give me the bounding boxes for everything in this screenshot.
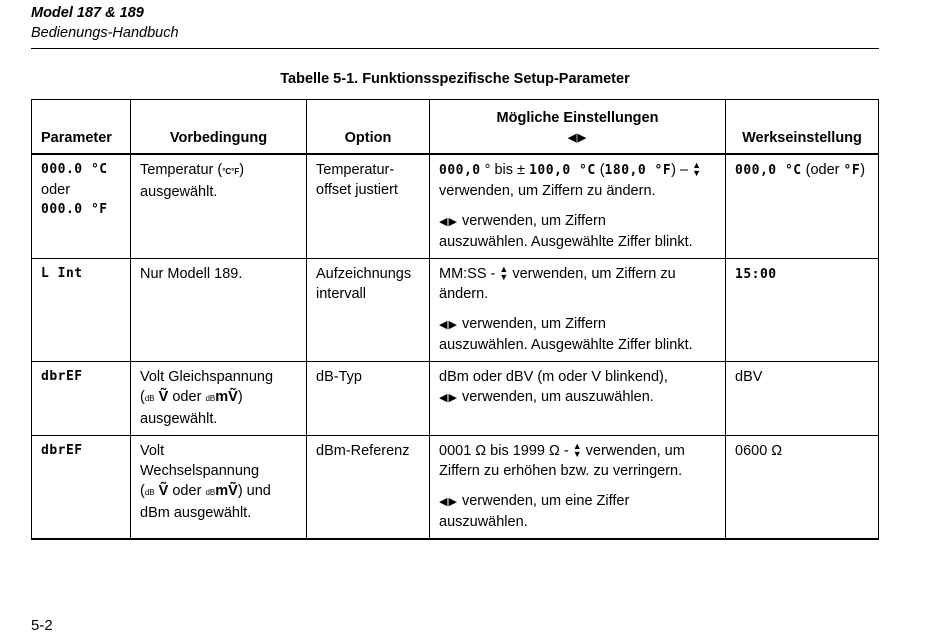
condition-line: Volt Gleichspannung (140, 369, 274, 385)
table-row (32, 362, 879, 436)
settings-text: ) – (671, 162, 693, 178)
cell-parameter (32, 154, 131, 259)
temperature-unit-icon: °C°F (222, 167, 240, 176)
table-row (32, 154, 879, 259)
settings-text: verwenden, um auszuwählen. (457, 389, 654, 405)
condition-line (140, 387, 297, 409)
default-text: ) (860, 162, 866, 178)
cell-default (726, 259, 879, 362)
condition-line: dBm ausgewählt. (140, 505, 252, 521)
cell-condition (131, 436, 307, 540)
default-text: dBV (735, 369, 763, 385)
lcd-value: dbrEF (41, 443, 83, 458)
condition-line: Nur Modell 189. (140, 266, 243, 282)
settings-paragraph (439, 491, 716, 532)
settings-text: verwenden, um Ziffern zu ändern. (439, 183, 656, 199)
cell-default (726, 154, 879, 259)
cell-condition (131, 154, 307, 259)
page-number: 5-2 (31, 617, 53, 634)
col-default: Werkseinstellung (726, 100, 879, 155)
table-title: Tabelle 5-1. Funktionsspezifische Setup-Parameter (280, 71, 630, 87)
cell-parameter (32, 259, 131, 362)
lcd-value: 180,0 °F (604, 163, 672, 178)
cell-condition (131, 259, 307, 362)
cell-option (307, 362, 430, 436)
left-right-arrows-icon: ◀▶ (439, 319, 458, 331)
cell-option (307, 154, 430, 259)
lcd-value: 100,0 °C (529, 163, 596, 178)
settings-text: ( (595, 162, 605, 178)
left-right-arrows-icon: ◀▶ (439, 216, 458, 228)
header-subtitle: Bedienungs-Handbuch (31, 25, 179, 41)
left-right-arrows-icon: ◀▶ (439, 392, 458, 404)
condition-text: oder (168, 483, 206, 499)
settings-paragraph (439, 160, 716, 201)
settings-text: dBm oder dBV (m oder V blinkend), (439, 369, 668, 385)
condition-text: ( (140, 483, 145, 499)
settings-paragraph (439, 264, 716, 304)
table-row (32, 259, 879, 362)
option-line: dBm-Referenz (316, 443, 410, 459)
lcd-value: 000.0 °C (41, 162, 108, 177)
cell-option (307, 436, 430, 540)
settings-text: auszuwählen. Ausgewählte Ziffer blinkt. (439, 337, 693, 353)
option-line: offset justiert (316, 182, 398, 198)
col-settings (430, 100, 726, 155)
settings-text: verwenden, um Ziffern zu (508, 266, 676, 282)
option-line: Aufzeichnungs (316, 266, 412, 282)
option-line: dB-Typ (316, 369, 362, 385)
condition-text: Temperatur ( (140, 162, 223, 178)
cell-settings (430, 362, 726, 436)
millivolt-ac-icon: mṼ (215, 483, 238, 499)
settings-text: 0001 Ω bis 1999 Ω - (439, 443, 573, 459)
lcd-value: °F (843, 163, 861, 178)
col-condition: Vorbedingung (131, 100, 307, 155)
condition-text: ) und (237, 483, 271, 499)
settings-text: auszuwählen. (439, 514, 528, 530)
cell-settings (430, 436, 726, 540)
option-line: Temperatur- (316, 162, 395, 178)
header-model: Model 187 & 189 (31, 5, 144, 21)
up-down-arrows-icon: ▲ ▼ (692, 160, 702, 178)
col-settings-label: Mögliche Einstellungen (496, 110, 659, 126)
settings-text: verwenden, um (581, 443, 685, 459)
default-text: 0600 Ω (735, 443, 783, 459)
cell-default (726, 436, 879, 540)
db-icon: dB (144, 488, 155, 497)
cell-option (307, 259, 430, 362)
cell-condition (131, 362, 307, 436)
condition-line: Wechselspannung (140, 463, 260, 479)
volt-dc-icon: Ṽ (158, 389, 169, 405)
table-row (32, 436, 879, 540)
left-right-arrows-icon: ◀▶ (439, 496, 458, 508)
condition-text: ) (239, 162, 245, 178)
lcd-value: dbrEF (41, 369, 83, 384)
settings-text: Ziffern zu erhöhen bzw. zu verringern. (439, 463, 683, 479)
db-icon: dB (144, 394, 155, 403)
lcd-value: 000.0 °F (41, 202, 108, 217)
lcd-value: L Int (41, 266, 83, 281)
default-text: (oder (801, 162, 844, 178)
condition-line: ausgewählt. (140, 184, 218, 200)
col-option: Option (307, 100, 430, 155)
option-line: intervall (316, 286, 366, 302)
settings-text: verwenden, um Ziffern (457, 316, 606, 332)
condition-text: oder (168, 389, 206, 405)
condition-text: ) (237, 389, 243, 405)
left-right-arrows-icon: ◀▶ (568, 132, 587, 144)
settings-paragraph (439, 441, 716, 481)
condition-line (140, 160, 297, 182)
settings-paragraph (439, 314, 716, 355)
settings-paragraph (439, 367, 716, 408)
millivolt-dc-icon: mṼ (215, 389, 238, 405)
settings-text: auszuwählen. Ausgewählte Ziffer blinkt. (439, 234, 693, 250)
db-icon: dB (205, 394, 216, 403)
up-down-arrows-icon: ▲ ▼ (572, 441, 582, 459)
settings-text: ° bis ± (480, 162, 530, 178)
table-header-row (32, 100, 879, 155)
lcd-value: 000,0 (439, 163, 481, 178)
settings-text: verwenden, um eine Ziffer (457, 493, 630, 509)
settings-text: verwenden, um Ziffern (457, 213, 606, 229)
condition-text: ( (140, 389, 145, 405)
col-parameter: Parameter (32, 100, 131, 155)
db-icon: dB (205, 488, 216, 497)
param-or: oder (41, 182, 71, 198)
cell-parameter (32, 362, 131, 436)
cell-settings (430, 259, 726, 362)
settings-text: MM:SS - (439, 266, 500, 282)
settings-paragraph (439, 211, 716, 252)
header-divider (31, 48, 879, 49)
cell-parameter (32, 436, 131, 540)
condition-line: ausgewählt. (140, 411, 218, 427)
lcd-value: 000,0 °C (735, 163, 802, 178)
cell-settings (430, 154, 726, 259)
up-down-arrows-icon: ▲ ▼ (499, 264, 509, 282)
settings-text: ändern. (439, 286, 489, 302)
cell-default (726, 362, 879, 436)
lcd-value: 15:00 (735, 267, 777, 282)
condition-line (140, 481, 297, 503)
condition-line: Volt (140, 443, 165, 459)
volt-ac-icon: Ṽ (158, 483, 169, 499)
setup-parameter-table (31, 99, 878, 540)
